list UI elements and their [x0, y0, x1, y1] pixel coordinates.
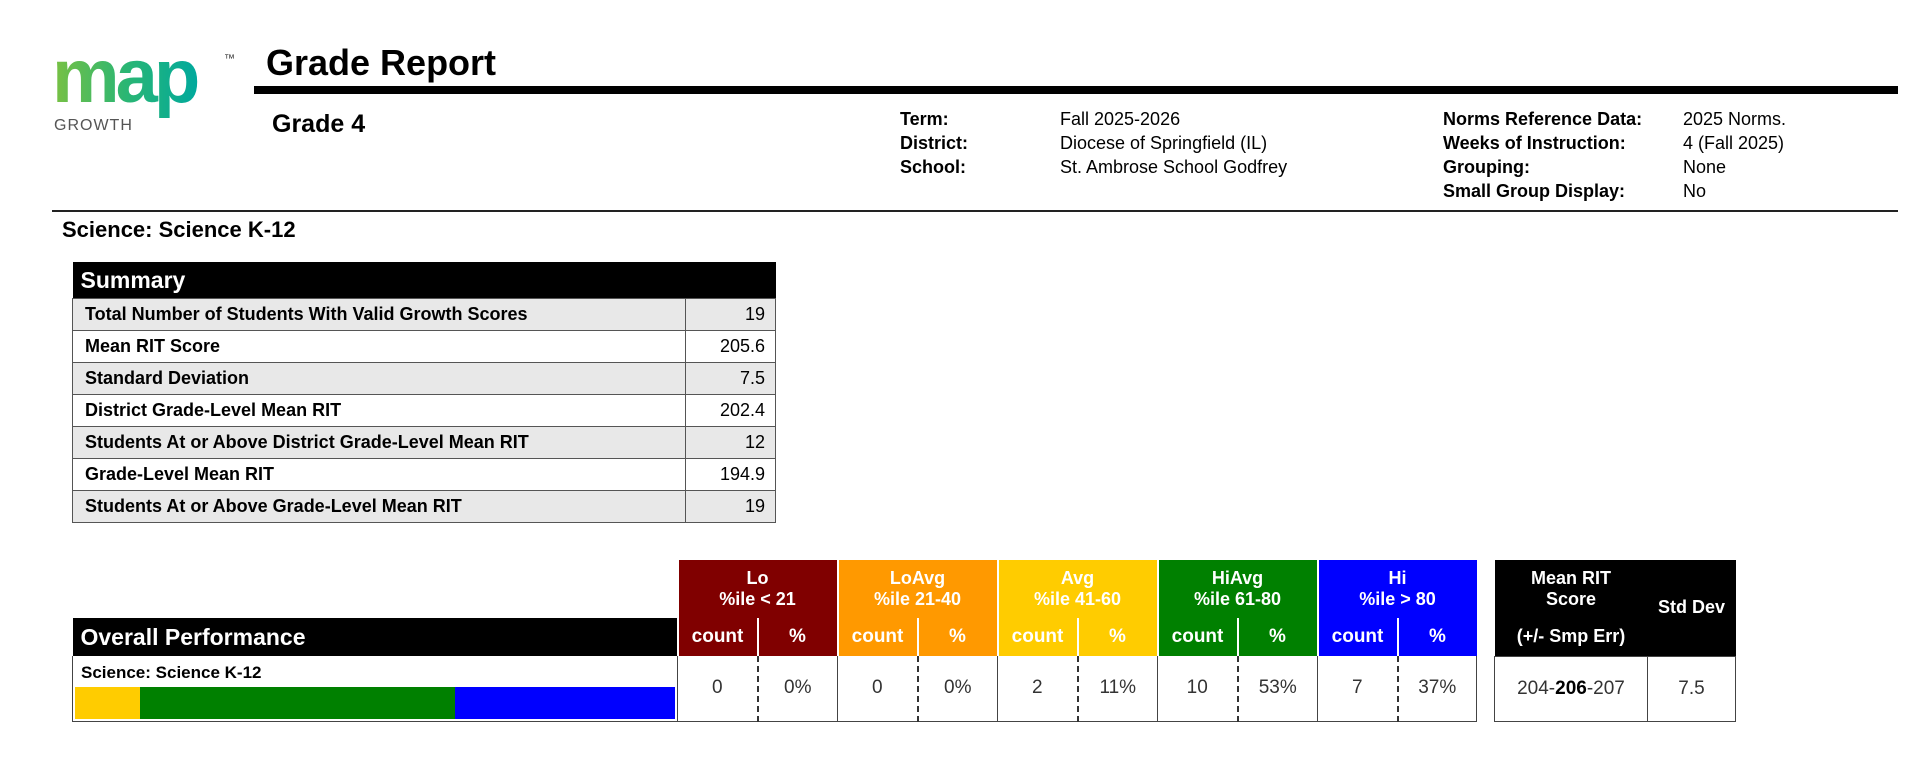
district-value: Diocese of Springfield (IL)	[1060, 133, 1268, 153]
summary-label: Total Number of Students With Valid Growth Scores	[73, 299, 686, 331]
weeks-value: 4 (Fall 2025)	[1683, 133, 1785, 153]
pct-head: %	[1238, 618, 1318, 656]
performance-bar-segment	[140, 687, 455, 719]
summary-title: Summary	[73, 262, 776, 299]
small-group-label: Small Group Display:	[1443, 181, 1626, 201]
meta-right-labels	[1443, 107, 1642, 203]
overall-row-label: Science: Science K-12	[81, 663, 262, 682]
performance-bar-segment	[455, 687, 675, 719]
mean-rit-head-1: Mean RIT	[1530, 568, 1611, 588]
band-range: %ile 61-80	[1193, 589, 1282, 609]
band-name: HiAvg	[1211, 568, 1264, 588]
band-name: Avg	[1060, 568, 1095, 588]
meta-left-labels	[900, 107, 968, 179]
pct-head: %	[918, 618, 998, 656]
band-hi-header	[1318, 560, 1477, 618]
logo-sub: GROWTH	[54, 117, 133, 134]
table-row	[73, 299, 776, 331]
header-rule	[254, 86, 1898, 94]
band-name: Hi	[1388, 568, 1407, 588]
table-row	[73, 363, 776, 395]
section-rule	[52, 210, 1898, 212]
grade-label: Grade 4	[272, 110, 366, 138]
school-value: St. Ambrose School Godfrey	[1060, 157, 1288, 177]
school-label: School:	[900, 157, 966, 177]
band-loavg-header	[838, 560, 998, 618]
std-dev-value: 7.5	[1648, 656, 1736, 721]
hiavg-pct: 53%	[1238, 656, 1318, 721]
count-head: count	[838, 618, 918, 656]
performance-bar	[75, 687, 675, 719]
performance-bar-segment	[75, 687, 140, 719]
pct-head: %	[758, 618, 838, 656]
small-group-value: No	[1683, 181, 1707, 201]
summary-label: Students At or Above Grade-Level Mean RIT	[73, 491, 686, 523]
column-gap	[1477, 560, 1495, 721]
overall-row-label-cell	[73, 656, 678, 721]
table-row	[73, 331, 776, 363]
lo-pct: 0%	[758, 656, 838, 721]
loavg-count: 0	[838, 656, 918, 721]
mean-rit-sub-header: (+/- Smp Err)	[1495, 618, 1648, 656]
band-range: %ile < 21	[719, 589, 796, 609]
band-range: %ile 41-60	[1033, 589, 1122, 609]
summary-value: 12	[686, 427, 776, 459]
count-head: count	[1318, 618, 1398, 656]
summary-label: District Grade-Level Mean RIT	[73, 395, 686, 427]
band-hiavg-header	[1158, 560, 1318, 618]
subject-heading: Science: Science K-12	[62, 217, 296, 242]
hiavg-count: 10	[1158, 656, 1238, 721]
std-dev-header: Std Dev	[1648, 560, 1736, 656]
overall-performance-table	[72, 560, 1736, 722]
band-range: %ile > 80	[1359, 589, 1436, 609]
table-row	[73, 427, 776, 459]
norms-label: Norms Reference Data:	[1443, 109, 1643, 129]
avg-count: 2	[998, 656, 1078, 721]
summary-value: 205.6	[686, 331, 776, 363]
summary-value: 7.5	[686, 363, 776, 395]
summary-label: Students At or Above District Grade-Level Mean RIT	[73, 427, 686, 459]
hi-count: 7	[1318, 656, 1398, 721]
district-label: District:	[900, 133, 969, 153]
band-avg-header	[998, 560, 1158, 618]
summary-table	[72, 262, 776, 523]
mean-rit-high: -207	[1586, 677, 1625, 699]
report-title: Grade Report	[266, 42, 497, 83]
logo-tm: ™	[224, 53, 235, 65]
summary-value: 202.4	[686, 395, 776, 427]
summary-label: Mean RIT Score	[73, 331, 686, 363]
grouping-value: None	[1683, 157, 1727, 177]
term-value: Fall 2025-2026	[1060, 109, 1181, 129]
pct-head: %	[1398, 618, 1477, 656]
table-row	[73, 491, 776, 523]
blank-cell	[73, 560, 678, 618]
summary-value: 194.9	[686, 459, 776, 491]
mean-rit-score	[1495, 656, 1648, 721]
table-row	[73, 395, 776, 427]
avg-pct: 11%	[1078, 656, 1158, 721]
hi-pct: 37%	[1398, 656, 1477, 721]
summary-label: Grade-Level Mean RIT	[73, 459, 686, 491]
summary-label: Standard Deviation	[73, 363, 686, 395]
mean-rit-head-2: Score	[1545, 589, 1597, 609]
count-head: count	[998, 618, 1078, 656]
band-range: %ile 21-40	[873, 589, 962, 609]
meta-right-values	[1683, 107, 1786, 203]
count-head: count	[678, 618, 758, 656]
pct-head: %	[1078, 618, 1158, 656]
summary-value: 19	[686, 491, 776, 523]
mean-rit-low: 204-	[1517, 677, 1556, 699]
band-name: Lo	[746, 568, 769, 588]
map-growth-logo	[52, 50, 242, 140]
loavg-pct: 0%	[918, 656, 998, 721]
meta-left-values	[1060, 107, 1287, 179]
term-label: Term:	[900, 109, 949, 129]
grouping-label: Grouping:	[1443, 157, 1530, 177]
mean-rit-mid: 206	[1555, 677, 1587, 699]
band-lo-header	[678, 560, 838, 618]
lo-count: 0	[678, 656, 758, 721]
norms-value: 2025 Norms.	[1683, 109, 1787, 129]
count-head: count	[1158, 618, 1238, 656]
logo-word: map	[52, 50, 197, 119]
mean-rit-header	[1495, 560, 1648, 618]
overall-performance-title: Overall Performance	[73, 618, 678, 656]
band-name: LoAvg	[889, 568, 946, 588]
weeks-label: Weeks of Instruction:	[1443, 133, 1626, 153]
map-logo-mark	[52, 50, 242, 140]
summary-value: 19	[686, 299, 776, 331]
table-row	[73, 459, 776, 491]
